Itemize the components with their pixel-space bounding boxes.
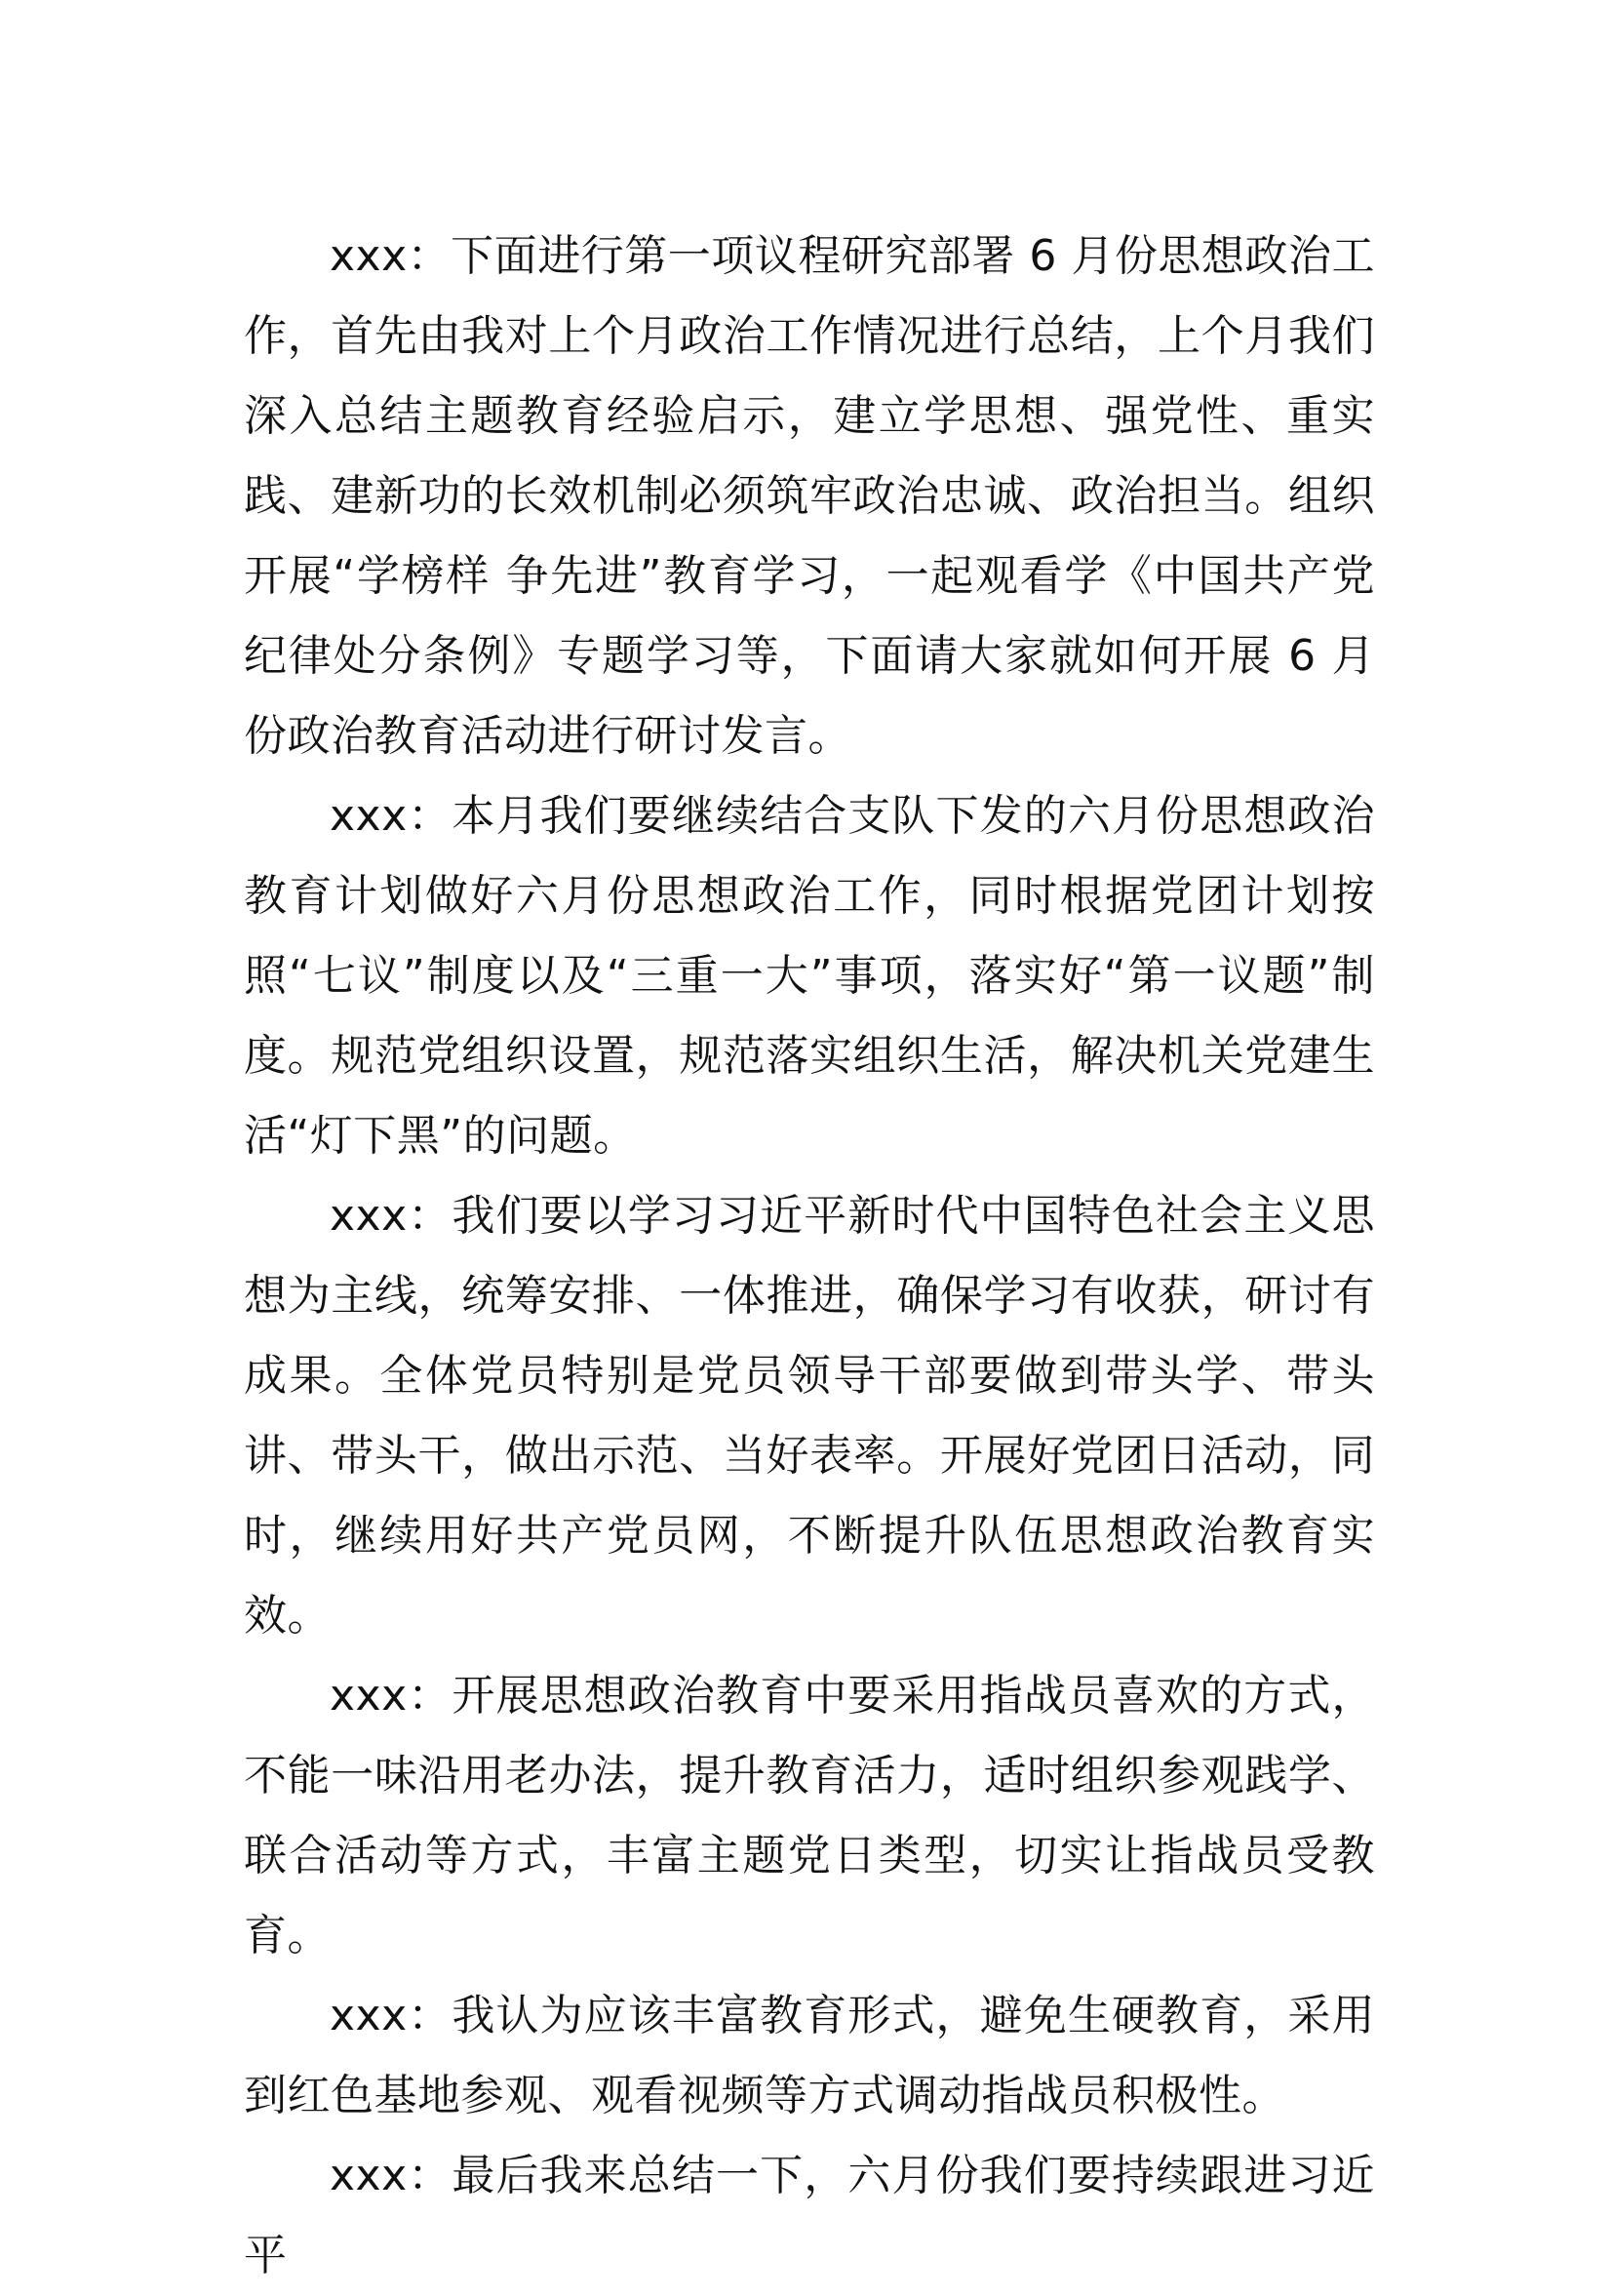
paragraph-agenda-opening: xxx：下面进行第一项议程研究部署 6 月份思想政治工作，首先由我对上个月政治工作情况进行总结，上个月我们深入总结主题教育经验启示，建立学思想、强党性、重实践、建新功的长效机制必须筑牢政治忠诚、政治担当。组织开展“学榜样 争先进”教育学习，一起观看学《中国共产党纪律处分条例》专题学习等，下面请大家就如何开展 6 月份政治教育活动进行研讨发言。 bbox=[244, 231, 1375, 761]
paragraph-monthly-plan: xxx：本月我们要继续结合支队下发的六月份思想政治教育计划做好六月份思想政治工作，同时根据党团计划按照“七议”制度以及“三重一大”事项，落实好“第一议题”制度。规范党组织设置，规范落实组织生活，解决机关党建生活“灯下黑”的问题。 bbox=[244, 791, 1375, 1161]
paragraph-education-forms: xxx：我认为应该丰富教育形式，避免生硬教育，采用到红色基地参观、观看视频等方式调动指战员积极性。 bbox=[244, 1991, 1375, 2120]
document-body bbox=[244, 217, 1375, 2296]
paragraph-study-mainline: xxx：我们要以学习习近平新时代中国特色社会主义思想为主线，统筹安排、一体推进，确保学习有收获，研讨有成果。全体党员特别是党员领导干部要做到带头学、带头讲、带头干，做出示范、当好表率。开展好党团日活动，同时，继续用好共产党员网，不断提升队伍思想政治教育实效。 bbox=[244, 1191, 1375, 1641]
paragraph-education-methods: xxx：开展思想政治教育中要采用指战员喜欢的方式，不能一味沿用老办法，提升教育活力，适时组织参观践学、联合活动等方式，丰富主题党日类型，切实让指战员受教育。 bbox=[244, 1671, 1375, 1960]
paragraph-summary: xxx：最后我来总结一下，六月份我们要持续跟进习近平 bbox=[244, 2151, 1375, 2280]
